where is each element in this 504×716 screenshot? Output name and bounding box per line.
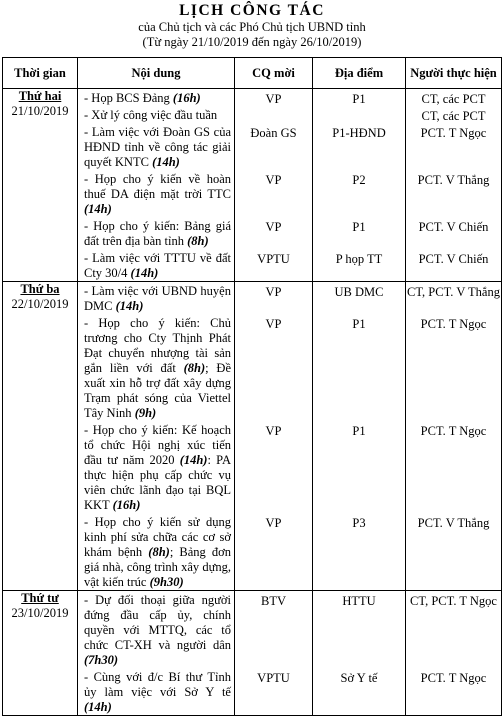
performer-text: CT, PCT. V Thắng <box>407 284 500 299</box>
list-item <box>78 314 234 421</box>
day-date: 22/10/2019 <box>11 297 69 311</box>
performer-text: PCT. T Ngọc <box>420 125 487 140</box>
item-time: (9h) <box>134 406 157 420</box>
place-cell <box>313 591 406 716</box>
item-text: ; Đề xuất xin hỗ trợ đất xây dựng Trạm phát sóng của Viettel Tây Ninh <box>84 361 231 420</box>
performer-text: CT, PCT. T Ngọc <box>410 593 497 608</box>
day-date: 23/10/2019 <box>11 606 69 620</box>
performer-text: PCT. V Chiến <box>418 219 489 234</box>
inviter-text: VP <box>265 91 282 106</box>
item-time: (14h) <box>115 299 144 313</box>
inviter-text: VP <box>265 219 282 234</box>
page-subtitle: của Chủ tịch và các Phó Chủ tịch UBND tỉnh <box>138 20 366 34</box>
item-time: (16h) <box>112 498 141 512</box>
item-text: - Họp cho ý kiến: Chủ trương cho Cty Thịnh Phát Đạt chuyển nhượng tài sản gắn liền với đất <box>84 316 231 375</box>
place-text: P1-HĐND <box>332 125 386 140</box>
list-item <box>78 106 234 123</box>
performer-text: PCT. T Ngọc <box>420 316 487 331</box>
day-row <box>3 282 502 591</box>
inviter-text: VP <box>265 515 282 530</box>
list-item <box>78 89 234 106</box>
performer-text: PCT. V Chiến <box>418 251 489 266</box>
item-text: - Xử lý công việc đầu tuần <box>84 108 218 122</box>
inviter-text: VP <box>265 316 282 331</box>
inviter-text: VP <box>265 423 282 438</box>
day-cell <box>3 89 78 282</box>
performer-text: PCT. T Ngọc <box>420 423 487 438</box>
item-text: ; Bảng đơn giá nhà, công trình xây dựng, vật kiến trúc <box>84 545 231 589</box>
list-item <box>78 217 234 249</box>
place-text: Sở Y tế <box>340 670 378 685</box>
inviter-text: VP <box>265 172 282 187</box>
place-text: UB DMC <box>334 284 384 299</box>
item-text: - Cùng với đ/c Bí thư Tỉnh ủy làm việc với Sở Y tế <box>84 670 231 699</box>
page-title: LỊCH CÔNG TÁC <box>179 2 325 19</box>
col-header-content: Nội dung <box>78 58 235 89</box>
performer-cell <box>406 282 502 591</box>
col-header-time: Thời gian <box>3 58 78 89</box>
day-cell <box>3 282 78 591</box>
item-text: : PA thực hiện phụ cấp chức vụ viên chức lãnh đạo tại BQL KKT <box>84 453 231 512</box>
inviter-cell <box>235 89 313 282</box>
inviter-text: BTV <box>261 593 286 608</box>
item-time: (8h) <box>148 545 170 559</box>
list-item <box>78 123 234 170</box>
item-text: - Làm việc với Đoàn GS của HĐND tỉnh về công tác giải quyết KNTC <box>84 125 231 169</box>
item-time: (14h) <box>152 155 180 169</box>
item-text: - Họp cho ý kiến về hoàn thuế DA điện mặt trời TTC <box>84 172 231 201</box>
item-time: (14h) <box>130 266 159 280</box>
item-text: - Họp BCS Đảng <box>84 91 173 105</box>
inviter-cell <box>235 591 313 716</box>
place-text: P1 <box>352 316 366 331</box>
item-time: (14h) <box>84 202 112 216</box>
schedule-table <box>2 57 502 716</box>
col-header-inviter: CQ mời <box>235 58 313 89</box>
day-cell <box>3 591 78 716</box>
item-time: (9h30) <box>149 575 184 589</box>
schedule-body <box>3 89 502 716</box>
inviter-text: VPTU <box>257 670 290 685</box>
col-header-performer: Người thực hiện <box>406 58 502 89</box>
content-cell <box>78 591 235 716</box>
performer-text: PCT. V Thắng <box>417 172 490 187</box>
list-item <box>78 591 234 668</box>
day-name: Thứ tư <box>21 591 59 605</box>
list-item <box>78 421 234 513</box>
inviter-cell <box>235 282 313 591</box>
performer-text: PCT. V Thắng <box>417 515 490 530</box>
item-time: (8h) <box>187 234 209 248</box>
place-text: P1 <box>352 423 366 438</box>
list-item <box>78 249 234 281</box>
place-text: P2 <box>352 172 366 187</box>
list-item <box>78 513 234 590</box>
performer-text: CT, các PCT <box>421 91 486 106</box>
item-text: - Họp cho ý kiến: Kế hoạch tổ chức Hội nghị xúc tiến đầu tư năm 2020 <box>84 423 231 467</box>
item-time: (16h) <box>172 91 201 105</box>
item-time: (14h) <box>84 700 112 714</box>
content-cell <box>78 89 235 282</box>
item-time: (7h30) <box>84 653 119 667</box>
col-header-place: Địa điểm <box>313 58 406 89</box>
item-text: - Làm việc với UBND huyện DMC <box>84 284 231 313</box>
inviter-text: VPTU <box>257 251 290 266</box>
place-text: P1 <box>352 91 366 106</box>
item-text: - Họp cho ý kiến sử dụng kinh phí sửa chữa các cơ sở khám bệnh <box>84 515 231 559</box>
item-time: (8h) <box>183 361 206 375</box>
performer-text: PCT. T Ngọc <box>420 670 487 685</box>
performer-cell <box>406 591 502 716</box>
period-text: (Từ ngày 21/10/2019 đến ngày 26/10/2019) <box>142 35 362 49</box>
list-item <box>78 170 234 217</box>
place-text: HTTU <box>342 593 376 608</box>
item-time: (14h) <box>179 453 208 467</box>
day-date: 21/10/2019 <box>11 104 69 118</box>
place-cell <box>313 282 406 591</box>
place-text: P3 <box>352 515 366 530</box>
content-cell <box>78 282 235 591</box>
day-row <box>3 89 502 282</box>
place-cell <box>313 89 406 282</box>
item-text: - Họp cho ý kiến: Bảng giá đất trên địa bàn tỉnh <box>84 219 231 248</box>
place-text: P1 <box>352 219 366 234</box>
day-row <box>3 591 502 716</box>
place-text: P họp TT <box>335 251 383 266</box>
performer-text: CT, các PCT <box>421 108 486 123</box>
list-item <box>78 282 234 314</box>
day-name: Thứ hai <box>18 89 62 103</box>
day-name: Thứ ba <box>20 282 60 296</box>
inviter-text: Đoàn GS <box>250 125 297 140</box>
item-text: - Dự đối thoại giữa người đứng đầu cấp ủy, chính quyền với MTTQ, các tổ chức CT-XH và người dân <box>84 593 231 652</box>
item-text: - Làm việc với TTTU về đất Cty 30/4 <box>84 251 231 280</box>
header-row <box>3 58 502 89</box>
list-item <box>78 668 234 715</box>
inviter-text: VP <box>265 284 282 299</box>
performer-cell <box>406 89 502 282</box>
